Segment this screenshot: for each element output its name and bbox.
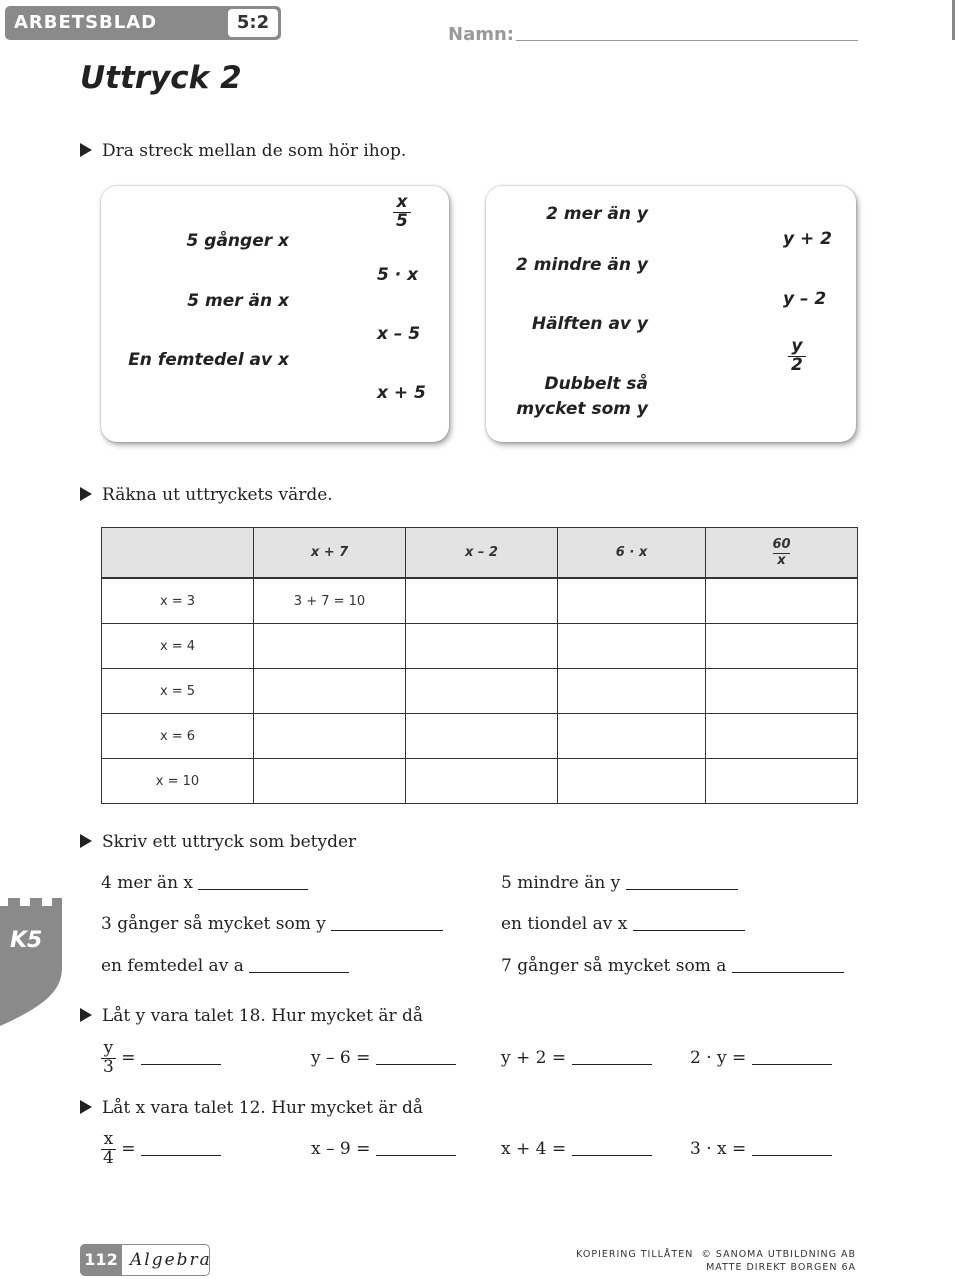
- instruction-1: [80, 141, 406, 161]
- answer-cell[interactable]: [254, 714, 406, 759]
- arrow-right-icon: [80, 834, 92, 848]
- prompt-text: x + 4 =: [501, 1139, 567, 1159]
- prompt-text: 2 · y =: [690, 1048, 747, 1068]
- equals-sign: =: [121, 1047, 136, 1068]
- fraction-numerator: x: [103, 1129, 114, 1149]
- table-header-empty: [102, 528, 254, 579]
- expression-prompt: [501, 914, 745, 934]
- expression-item[interactable]: y + 2: [783, 229, 832, 249]
- expression-prompt: [101, 914, 443, 934]
- expression-item[interactable]: 5 · x: [377, 265, 419, 285]
- prompt-text: x – 9 =: [311, 1139, 371, 1159]
- phrase-item[interactable]: 2 mer än y: [546, 204, 648, 224]
- answer-cell[interactable]: [706, 759, 858, 804]
- answer-line[interactable]: [752, 1064, 832, 1065]
- calc-prompt: [501, 1048, 652, 1068]
- prompt-text: 7 gånger så mycket som a: [501, 956, 727, 976]
- table-row: [102, 624, 858, 669]
- table-row: [102, 578, 858, 624]
- answer-line[interactable]: [331, 930, 443, 931]
- instruction-3: [80, 832, 356, 852]
- arrow-right-icon: [80, 143, 92, 157]
- phrase-item[interactable]: 5 mer än x: [187, 291, 289, 311]
- answer-cell[interactable]: [558, 624, 706, 669]
- prompt-text: en tiondel av x: [501, 914, 628, 934]
- answer-line[interactable]: [141, 1064, 221, 1065]
- page-title: Uttryck 2: [80, 60, 242, 96]
- table-row: [102, 759, 858, 804]
- page-number: 112: [80, 1244, 122, 1276]
- phrase-item[interactable]: 2 mindre än y: [516, 255, 648, 275]
- phrase-item[interactable]: Dubbelt så: [544, 374, 648, 394]
- answer-line[interactable]: [376, 1064, 456, 1065]
- answer-cell[interactable]: [406, 669, 558, 714]
- answer-cell[interactable]: [406, 759, 558, 804]
- section-name: Algebra: [130, 1250, 212, 1270]
- equals-sign: =: [121, 1138, 136, 1159]
- answer-cell: 3 + 7 = 10: [254, 578, 406, 624]
- answer-cell[interactable]: [558, 759, 706, 804]
- calc-prompt: [690, 1139, 832, 1159]
- chapter-label: K5: [10, 928, 43, 953]
- arrow-right-icon: [80, 1008, 92, 1022]
- calc-prompt: [690, 1048, 832, 1068]
- prompt-text: 4 mer än x: [101, 873, 194, 893]
- answer-cell[interactable]: [406, 714, 558, 759]
- match-card-y: [486, 186, 856, 442]
- answer-line[interactable]: [732, 972, 844, 973]
- instruction-text: Skriv ett uttryck som betyder: [102, 832, 357, 852]
- prompt-text: 3 gånger så mycket som y: [101, 914, 326, 934]
- fraction-denominator: 4: [103, 1147, 114, 1168]
- phrase-item[interactable]: En femtedel av x: [128, 350, 289, 370]
- expression-prompt: [501, 956, 844, 976]
- instruction-text: Dra streck mellan de som hör ihop.: [102, 141, 407, 161]
- name-label: Namn:: [448, 24, 514, 45]
- answer-line[interactable]: [572, 1064, 652, 1065]
- answer-cell[interactable]: [406, 578, 558, 624]
- expression-prompt: [101, 873, 308, 893]
- row-label: x = 10: [102, 759, 254, 804]
- answer-line[interactable]: [572, 1155, 652, 1156]
- arrow-right-icon: [80, 1100, 92, 1114]
- margin-mark: [952, 0, 955, 40]
- value-table: [101, 527, 858, 804]
- answer-line[interactable]: [376, 1155, 456, 1156]
- answer-cell[interactable]: [558, 578, 706, 624]
- calc-prompt: [101, 1131, 221, 1168]
- answer-cell[interactable]: [706, 578, 858, 624]
- fraction-numerator: y: [103, 1038, 114, 1058]
- calc-prompt: [101, 1040, 221, 1077]
- answer-cell[interactable]: [706, 669, 858, 714]
- fraction-denominator: 2: [788, 356, 806, 375]
- instruction-4: [80, 1006, 423, 1026]
- prompt-text: 5 mindre än y: [501, 873, 621, 893]
- arrow-right-icon: [80, 487, 92, 501]
- table-header-cell: 6 · x: [558, 528, 706, 579]
- prompt-text: en femtedel av a: [101, 956, 244, 976]
- row-label: x = 4: [102, 624, 254, 669]
- answer-cell[interactable]: [254, 669, 406, 714]
- table-row: [102, 669, 858, 714]
- answer-cell[interactable]: [254, 624, 406, 669]
- expression-item[interactable]: y – 2: [783, 289, 827, 309]
- fraction-numerator: x: [396, 192, 408, 212]
- answer-cell[interactable]: [558, 714, 706, 759]
- row-label: x = 5: [102, 669, 254, 714]
- answer-cell[interactable]: [254, 759, 406, 804]
- copyright-text: KOPIERING TILLÅTEN © SANOMA UTBILDNING AB: [576, 1249, 856, 1260]
- instruction-2: [80, 485, 333, 505]
- instruction-text: Låt x vara talet 12. Hur mycket är då: [102, 1098, 424, 1118]
- answer-cell[interactable]: [706, 624, 858, 669]
- fraction: [101, 1131, 116, 1168]
- chapter-tab: [0, 898, 70, 1028]
- fraction-denominator: x: [773, 553, 789, 568]
- answer-cell[interactable]: [558, 669, 706, 714]
- row-label: x = 3: [102, 578, 254, 624]
- phrase-item[interactable]: Hälften av y: [531, 314, 648, 334]
- instruction-text: Räkna ut uttryckets värde.: [102, 485, 333, 505]
- page-badge: [80, 1244, 210, 1276]
- calc-prompt: [501, 1139, 652, 1159]
- expression-fraction[interactable]: [788, 336, 806, 375]
- answer-cell[interactable]: [406, 624, 558, 669]
- worksheet-label: ARBETSBLAD: [14, 12, 158, 33]
- table-header-cell: x – 2: [406, 528, 558, 579]
- answer-line[interactable]: [141, 1155, 221, 1156]
- answer-line[interactable]: [249, 972, 349, 973]
- fraction: [101, 1040, 116, 1077]
- fraction-numerator: y: [791, 336, 803, 356]
- answer-cell[interactable]: [706, 714, 858, 759]
- tower-icon: [0, 898, 70, 1028]
- table-header-row: [102, 528, 858, 579]
- calc-prompt: [311, 1048, 456, 1068]
- expression-prompt: [501, 873, 738, 893]
- expression-fraction[interactable]: [393, 192, 411, 231]
- prompt-text: 3 · x =: [690, 1139, 747, 1159]
- instruction-text: Låt y vara talet 18. Hur mycket är då: [102, 1006, 424, 1026]
- table-header-cell: x + 7: [254, 528, 406, 579]
- worksheet-number: 5:2: [228, 9, 278, 37]
- expression-prompt: [101, 956, 349, 976]
- table-row: [102, 714, 858, 759]
- answer-line[interactable]: [198, 889, 308, 890]
- name-line[interactable]: [516, 40, 858, 41]
- instruction-5: [80, 1098, 423, 1118]
- expression-item[interactable]: x – 5: [377, 324, 421, 344]
- prompt-text: y + 2 =: [501, 1048, 567, 1068]
- table-header-fraction: [706, 528, 858, 579]
- calc-prompt: [311, 1139, 456, 1159]
- answer-line[interactable]: [633, 930, 745, 931]
- answer-line[interactable]: [626, 889, 738, 890]
- expression-item[interactable]: x + 5: [377, 383, 426, 403]
- phrase-item[interactable]: mycket som y: [516, 399, 648, 419]
- fraction-denominator: 3: [103, 1056, 114, 1077]
- fraction-denominator: 5: [393, 212, 411, 231]
- phrase-item[interactable]: 5 gånger x: [186, 231, 289, 251]
- match-card-x: [101, 186, 449, 442]
- row-label: x = 6: [102, 714, 254, 759]
- book-title: MATTE DIREKT BORGEN 6A: [706, 1262, 856, 1273]
- fraction-numerator: 60: [772, 537, 791, 553]
- prompt-text: y – 6 =: [311, 1048, 371, 1068]
- answer-line[interactable]: [752, 1155, 832, 1156]
